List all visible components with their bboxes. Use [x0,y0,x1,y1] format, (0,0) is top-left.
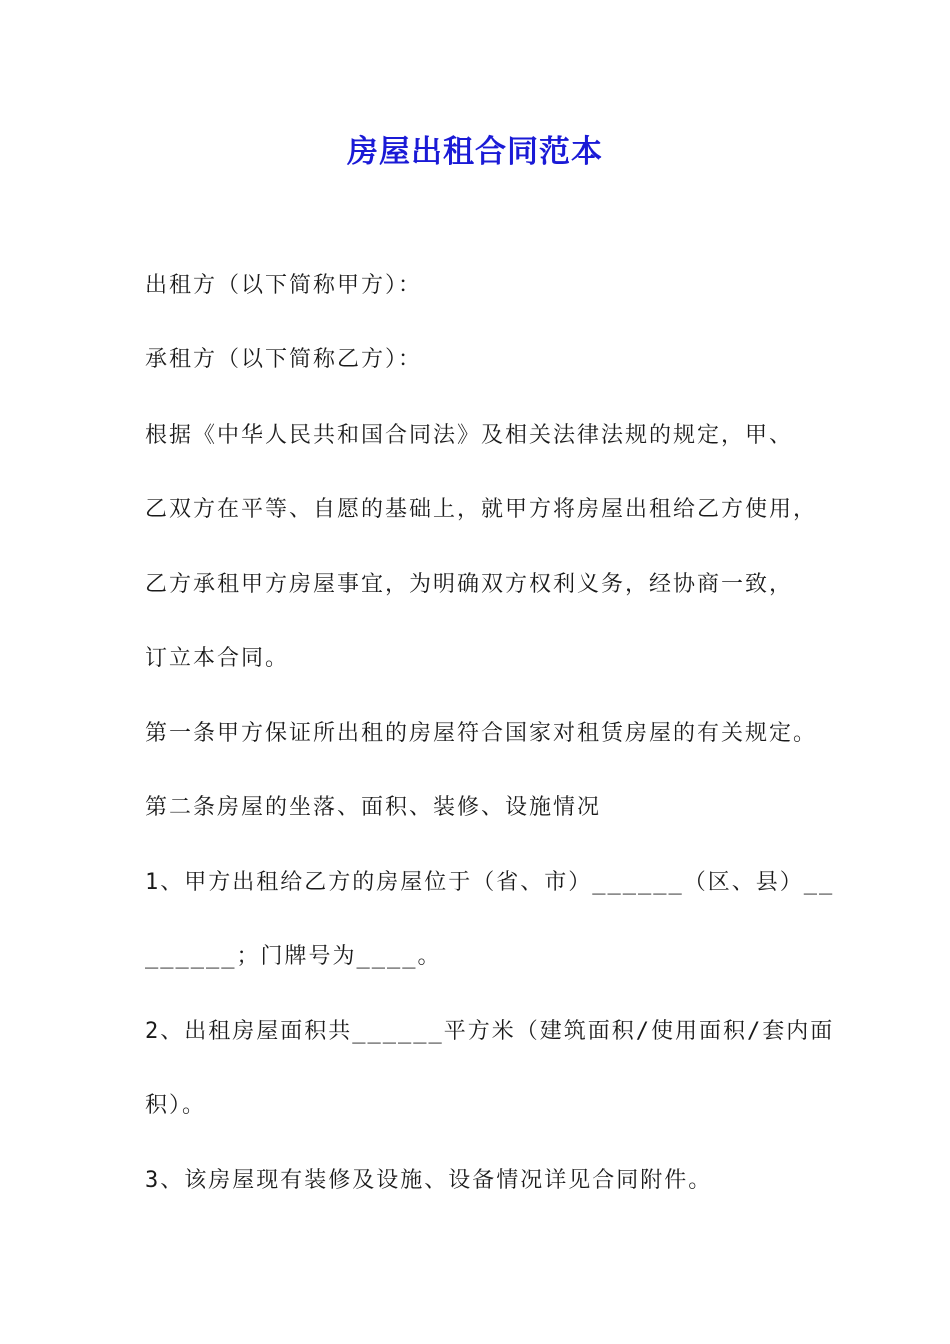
article-one-line: 第一条甲方保证所出租的房屋符合国家对租赁房屋的有关规定。 [145,721,818,746]
clause-line: 2、出租房屋面积共______平方米（建筑面积/使用面积/套内面 [145,1019,835,1044]
paragraph-line: 乙方承租甲方房屋事宜，为明确双方权利义务，经协商一致， [145,572,794,597]
paragraph-line-lessor: 出租方（以下简称甲方）： [145,273,423,298]
paragraph-line: 乙双方在平等、自愿的基础上，就甲方将房屋出租给乙方使用， [145,497,818,522]
clause-line: 积）。 [145,1093,207,1118]
paragraph-line: 订立本合同。 [145,646,290,671]
document-title: 房屋出租合同范本 [347,134,603,170]
paragraph-line-lessee: 承租方（以下简称乙方）： [145,347,423,372]
article-two-line: 第二条房屋的坐落、面积、装修、设施情况 [145,795,602,820]
paragraph-line: 根据《中华人民共和国合同法》及相关法律法规的规定，甲、 [145,423,794,448]
clause-line: 1、甲方出租给乙方的房屋位于（省、市）______（区、县）__ [145,870,835,895]
clause-line: 3、该房屋现有装修及设施、设备情况详见合同附件。 [145,1168,713,1193]
clause-line: ______；门牌号为____。 [145,944,442,969]
